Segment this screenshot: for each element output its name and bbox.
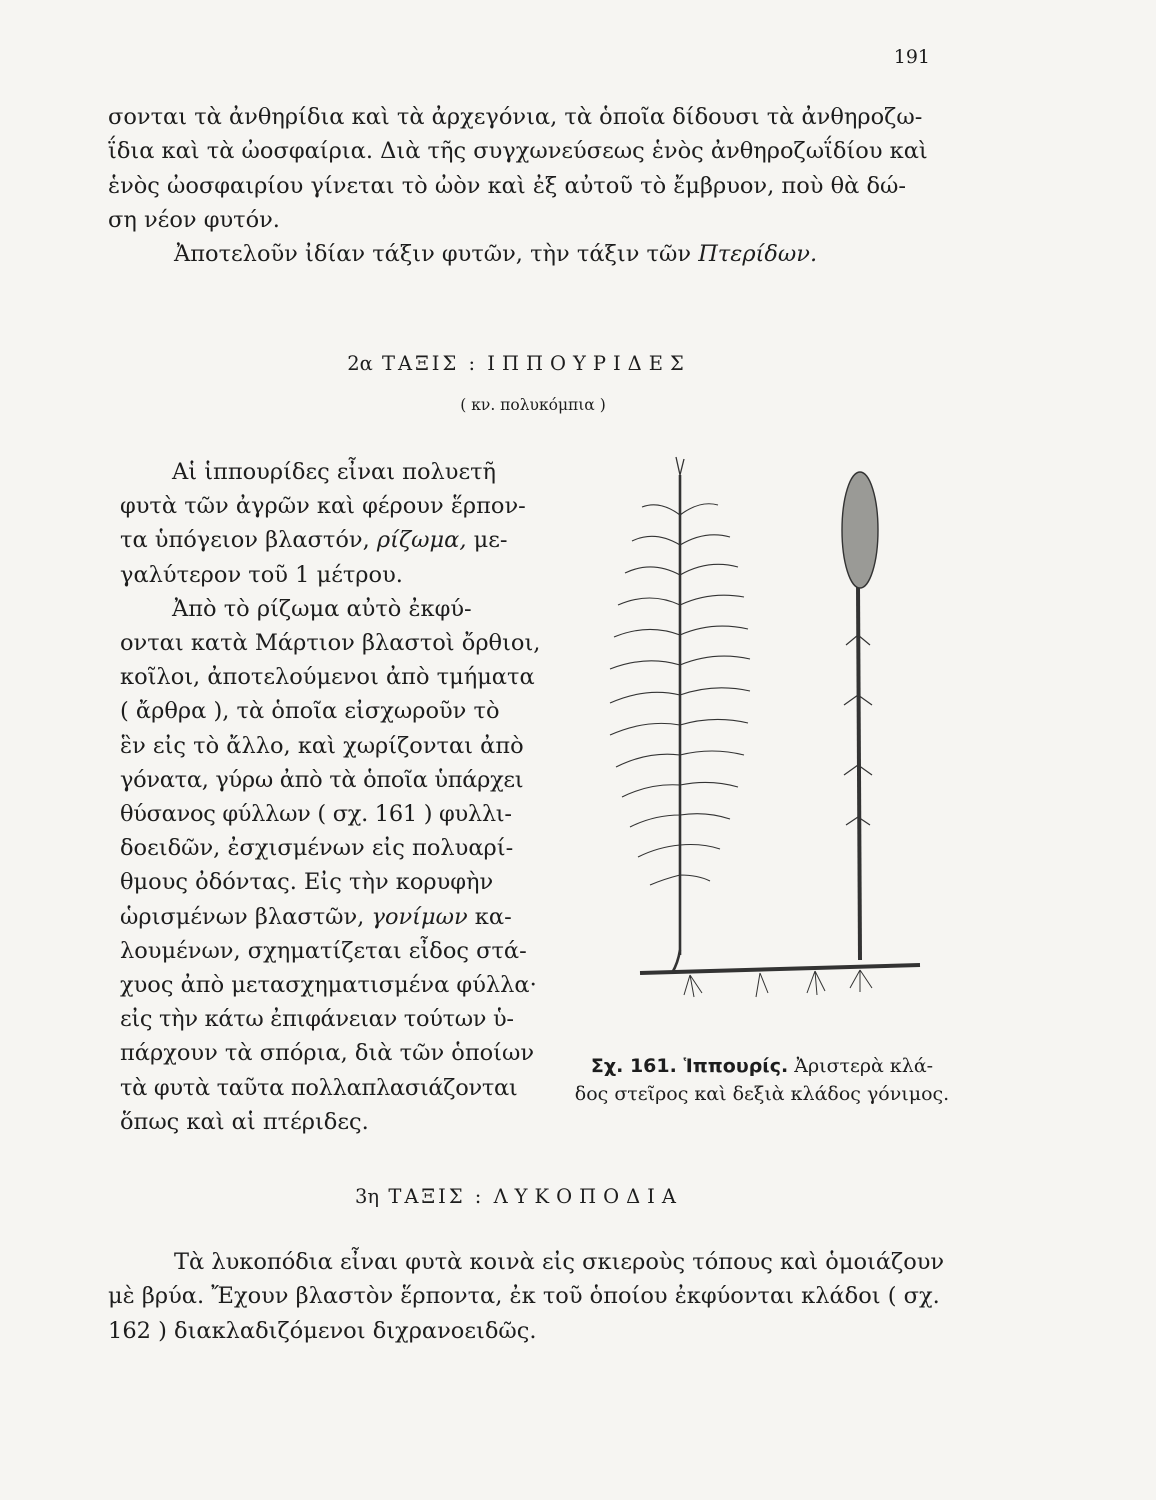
section-subheading: ( κν. πολυκόμπια ) <box>460 396 606 414</box>
text-line: χυος ἀπὸ μετασχηματισμένα φύλλα· <box>120 972 537 999</box>
text-line: φυτὰ τῶν ἀγρῶν καὶ φέρουν ἕρπον- <box>120 493 526 520</box>
italic-term: Πτερίδων. <box>698 241 818 267</box>
text-line: ονται κατὰ Μάρτιον βλαστοὶ ὄρθιοι, <box>120 630 541 657</box>
text-line: Ἀποτελοῦν ἰδίαν τάξιν φυτῶν, τὴν τάξιν τῶν <box>174 241 692 267</box>
text-line: Αἱ ἱππουρίδες εἶναι πολυετῆ <box>172 459 497 485</box>
text-line: Ἀπὸ τὸ ρίζωμα αὐτὸ ἐκφύ- <box>172 595 472 622</box>
text-fragment: ὡρισμένων βλαστῶν, <box>120 903 372 930</box>
section-heading-lykopodia <box>108 1185 930 1208</box>
spore-cone <box>842 472 878 588</box>
italic-term: ρίζωμα, <box>376 527 467 554</box>
page-number: 191 <box>893 46 930 68</box>
text-line: εἰς τὴν κάτω ἐπιφάνειαν τούτων ὑ- <box>120 1006 514 1033</box>
text-line: λουμένων, σχηματίζεται εἶδος στά- <box>120 937 527 964</box>
text-line: θμους ὀδόντας. Εἰς τὴν κορυφὴν <box>120 869 494 896</box>
text-line: μὲ βρύα. Ἔχουν βλαστὸν ἕρποντα, ἐκ τοῦ ὁποίου ἐκφύονται κλάδοι ( σχ. <box>108 1283 940 1310</box>
heading-label: ΤΑΞΙΣ : <box>381 352 479 375</box>
caption-text: δος στεῖρος καὶ δεξιὰ κλάδος γόνιμος. <box>574 1083 950 1105</box>
text-line: ἓν εἰς τὸ ἄλλο, καὶ χωρίζονται ἀπὸ <box>120 732 524 759</box>
heading-title: ΛΥΚΟΠΟΔΙΑ <box>493 1185 683 1208</box>
heading-number: 3η <box>355 1185 380 1208</box>
ippourides-paragraph <box>120 455 541 1139</box>
intro-paragraph <box>108 100 930 237</box>
text-line: δοειδῶν, ἐσχισμένων εἰς πολυαρί- <box>120 835 514 862</box>
text-line: ση νέον φυτόν. <box>108 206 280 233</box>
text-line: γαλύτερον τοῦ 1 μέτρου. <box>120 561 403 588</box>
heading-number: 2α <box>347 352 373 375</box>
text-line: ( ἄρθρα ), τὰ ὁποῖα εἰσχωροῦν τὸ <box>120 698 500 725</box>
italic-term: γονίμων <box>371 903 468 930</box>
horsetail-illustration <box>580 445 950 1025</box>
text-line: ὅπως καὶ αἱ πτέριδες. <box>120 1108 369 1135</box>
pteridon-sentence <box>108 237 930 271</box>
text-line: γόνατα, γύρω ἀπὸ τὰ ὁποῖα ὑπάρχει <box>120 766 524 793</box>
text-line: θύσανος φύλλων ( σχ. 161 ) φυλλι- <box>120 801 512 828</box>
text-line: σονται τὰ ἀνθηρίδια καὶ τὰ ἀρχεγόνια, τὰ ὁποῖα δίδουσι τὰ ἀνθηροζω- <box>108 104 923 130</box>
rhizome <box>640 965 920 973</box>
text-line <box>120 900 526 934</box>
heading-label: ΤΑΞΙΣ : <box>388 1185 485 1208</box>
text-fragment: κα- <box>467 903 512 930</box>
text-line: ΐδια καὶ τὰ ὠοσφαίρια. Διὰ τῆς συγχωνεύσεως ἑνὸς ἀνθηροζωΐδίου καὶ <box>108 138 928 165</box>
text-fragment: τα ὑπόγειον βλαστόν, <box>120 527 377 554</box>
text-line: πάρχουν τὰ σπόρια, διὰ τῶν ὁποίων <box>120 1040 534 1067</box>
text-fragment: με- <box>466 527 508 554</box>
text-line: Τὰ λυκοπόδια εἶναι φυτὰ κοινὰ εἰς σκιεροὺς τόπους καὶ ὁμοιάζουν <box>174 1249 945 1275</box>
heading-title: ΙΠΠΟΥΡΙΔΕΣ <box>487 352 691 375</box>
fertile-stem <box>858 585 860 960</box>
roots <box>684 970 872 997</box>
section-heading-ippourides <box>108 352 930 375</box>
text-line: 162 ) διακλαδιζόμενοι διχρανοειδῶς. <box>108 1317 537 1344</box>
text-line: τὰ φυτὰ ταῦτα πολλαπλασιάζονται <box>120 1074 518 1101</box>
caption-label: Σχ. 161. Ἱππουρίς. <box>590 1055 789 1077</box>
text-line: κοῖλοι, ἀποτελούμενοι ἀπὸ τμήματα <box>120 664 535 691</box>
caption-text: Ἀριστερὰ κλά- <box>788 1055 934 1077</box>
lykopodia-paragraph <box>108 1245 945 1348</box>
figure-caption <box>562 1052 962 1108</box>
text-line <box>120 523 526 557</box>
text-line: ἑνὸς ὠοσφαιρίου γίνεται τὸ ὠὸν καὶ ἐξ αὐτοῦ τὸ ἔμβρυον, ποὺ θὰ δώ- <box>108 172 906 199</box>
